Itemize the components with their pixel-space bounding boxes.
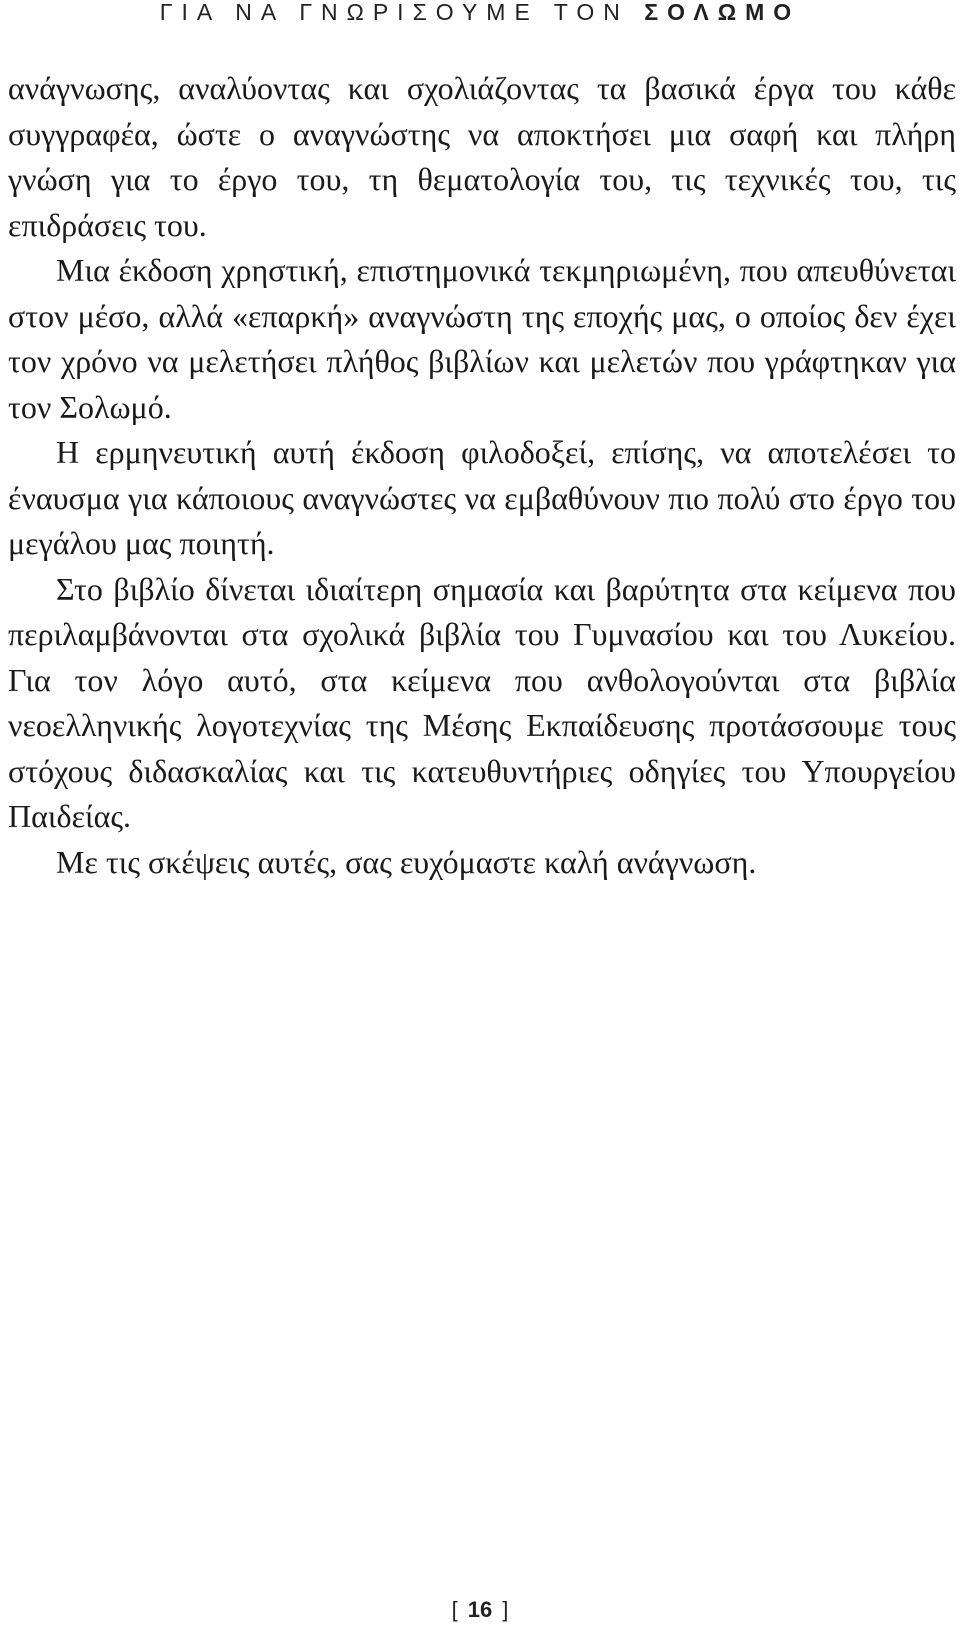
paragraph-closing: Με τις σκέψεις αυτές, σας ευχόμαστε καλή ανάγνωση. [56, 843, 757, 880]
header-title-name: ΣΟΛΩΜΟ [644, 0, 801, 25]
paragraph-edition-purpose: Μια έκδοση χρηστική, επιστημονικά τεκμηριωμένη, που απευθύνεται στον μέσο, αλλά «επαρκή» αναγνώστη της εποχής μας, ο οποίος δεν έχει τον χρόνο να μελετήσει πλήθος βιβλίων και μελετών που γράφτηκαν για τον Σολωμό. [8, 252, 956, 425]
paragraph-interpretive-aim: Η ερμηνευτική αυτή έκδοση φιλοδοξεί, επίσης, να αποτελέσει το έναυσμα για κάποιους αναγνώστες να εμβαθύνουν πιο πολύ στο έργο του μεγάλου μας ποιητή. [8, 434, 956, 561]
paragraph-continuation: ανάγνωσης, αναλύοντας και σχολιάζοντας τα βασικά έργα του κάθε συγγραφέα, ώστε ο αναγνώστης να αποκτήσει μια σαφή και πλήρη γνώση για το έργο του, τη θεματολογία του, τις τεχνικές του, τις επιδράσεις του. [8, 70, 956, 243]
header-title-prefix: ΓΙΑ ΝΑ ΓΝΩΡΙΣΟΥΜΕ ΤΟΝ [159, 0, 629, 25]
page-number-bracket-open: [ [451, 1597, 458, 1622]
body-text [8, 66, 956, 885]
paragraph-school-texts: Στο βιβλίο δίνεται ιδιαίτερη σημασία και βαρύτητα στα κείμενα που περιλαμβάνονται στα σχολικά βιβλία του Γυμνασίου και του Λυκείου. Για τον λόγο αυτό, στα κείμενα που ανθολογούνται στα βιβλία νεοελληνικής λογοτεχνίας της Μέσης Εκπαίδευσης προτάσσουμε τους στόχους διδασκαλίας και τις κατευθυντήριες οδηγίες του Υπουργείου Παιδείας. [8, 570, 956, 834]
page-number-value: 16 [467, 1597, 493, 1622]
page-number [0, 1597, 960, 1623]
page-number-bracket-close: ] [502, 1597, 509, 1622]
running-header [0, 0, 960, 24]
